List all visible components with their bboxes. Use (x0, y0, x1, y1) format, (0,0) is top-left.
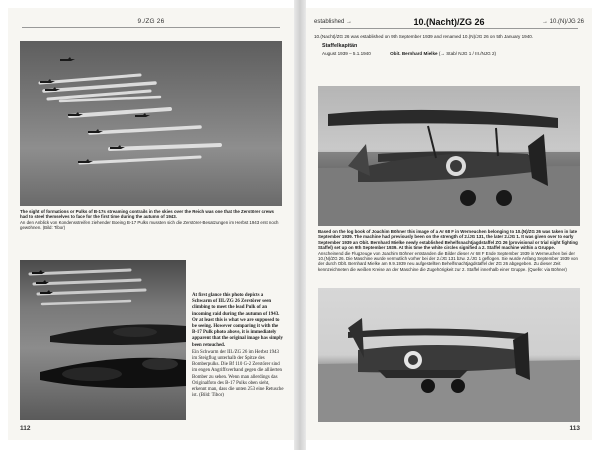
photo1-caption-de: An den Anblick von Kondensstreifen ziehender Boeing B-17 Pulks mussten sich die Zerstörer-Besatzungen im Herbst 1943 erst noch gewöhnen. (Bild: Tibor) (20, 219, 279, 231)
b17-formation-photo (20, 41, 282, 206)
zerstorer-schwarm-photo (20, 260, 186, 420)
header-left-label: established (314, 19, 345, 25)
contrails-graphic (20, 41, 282, 206)
side-caption-de: Ein Schwarm der III./ZG 26 im Herbst 1943 im Steigflug unterhalb der Spitze des Bomberpulks. Die Bf 110 G-2 Zerstörer sind im engen Angriffsverband gegen die alliierten Bomber zu sehen. Wenn man allerdings das Originalfoto des B-17 Pulks oben sieht, erkennt man, dass die unten 253 eine Retusche ist. (Bild: Tibor) (192, 349, 284, 399)
photo1-caption-de: Anscheinend die Flugzeuge von Joachim Böhner entstanden die Bilder dieser Ar 68 F Ende September 1939 in Werneuchen bei der 10.(N)/ZG 26. Die Maschine wurde vermutlich vorher bei der 2./JG 131 bzw. 2./JG 1 geflogen. Sie wurde Anfang September 1939 von der durch Oblt. Bernhard Mielke am 9.9.1939 neu aufgestellten Behelfsnachtjagdstaffel der ZG 26 abgegeben. Zu dieser Zeit kennzeichneten die weißen Kreise an der Maschine die Zugehörigkeit zur 2. Staffel innerhalb einer Gruppe. (Quelle: via Böhner) (318, 250, 578, 272)
right-page (306, 8, 592, 440)
ar68-photo-2 (318, 288, 580, 422)
biplane-graphic (318, 288, 580, 422)
photo1-caption-en: The sight of formations or Pulks of B-17s streaming contrails in the skies over the Reich was one that the Zerstörer crews had to steel themselves to face for the first time during the autumn of 1943. (20, 209, 274, 220)
page-number-left: 112 (20, 425, 31, 432)
staffel-note: (→ Stab/ NJG 1 / III./NJG 2) (438, 51, 497, 56)
side-caption-en: At first glance this photo depicts a Schwarm of III./ZG 26 Zerstörer seen climbing to meet the lead Pulk of an incoming raid during the autumn of 1943. Or at least this is what we are supposed to be seeing. However comparing it with the B-17 Pulk photo above, it is immediately apparent that the original image has simply been retouched. (192, 293, 283, 348)
header-rule (320, 28, 578, 29)
staffel-dates: August 1939 – 5.1.1940 (322, 51, 371, 56)
photo1-caption (20, 209, 282, 231)
running-title: 9./ZG 26 (137, 18, 165, 25)
bf110-aircraft-graphic (20, 260, 186, 420)
arrow-right-icon: → (346, 19, 353, 25)
header-right-label: 10.(N)/JG 26 (549, 19, 584, 25)
photo1-caption-en: Based on the log book of Joachim Böhner this image of a Ar 68 F in Werneuchen belonging to 10.(N)/ZG 26 was taken in late September 1939. The machine had previously been on the strength of 2./JG 131, the later 2./JG 1. It was given over to early September 1939 an Obit. Bernhard Mielke newly established Behelfsnachtjagdstaffel ZG 26 (provisional or trial night fighting Staffel) set up on 9th September 1939. At this time the white circles signified a 2. Staffel machine within a Gruppe. (318, 229, 578, 251)
page-number-right: 113 (569, 425, 580, 432)
header-successor (542, 19, 584, 25)
book-gutter (294, 0, 306, 450)
staffel-name: Obit. Bernhard Mielke (390, 51, 438, 56)
side-caption (192, 293, 284, 399)
ar68-photo-1 (318, 86, 580, 226)
biplane-graphic (318, 86, 580, 226)
staffelkapitaen-heading: Staffelkapitän (322, 43, 358, 49)
staffelkapitaen-row (322, 51, 514, 56)
left-page (8, 8, 294, 440)
photo1-caption (318, 229, 580, 272)
unit-title: 10.(Nacht)/ZG 26 (413, 17, 485, 27)
header-rule (22, 27, 280, 28)
unit-intro: 10.(Nacht)/ZG 26 was established on 9th September 1939 and renamed 10.(N)/JG 26 on 5th January 1940. (314, 34, 534, 39)
arrow-right-icon: → (541, 19, 548, 25)
